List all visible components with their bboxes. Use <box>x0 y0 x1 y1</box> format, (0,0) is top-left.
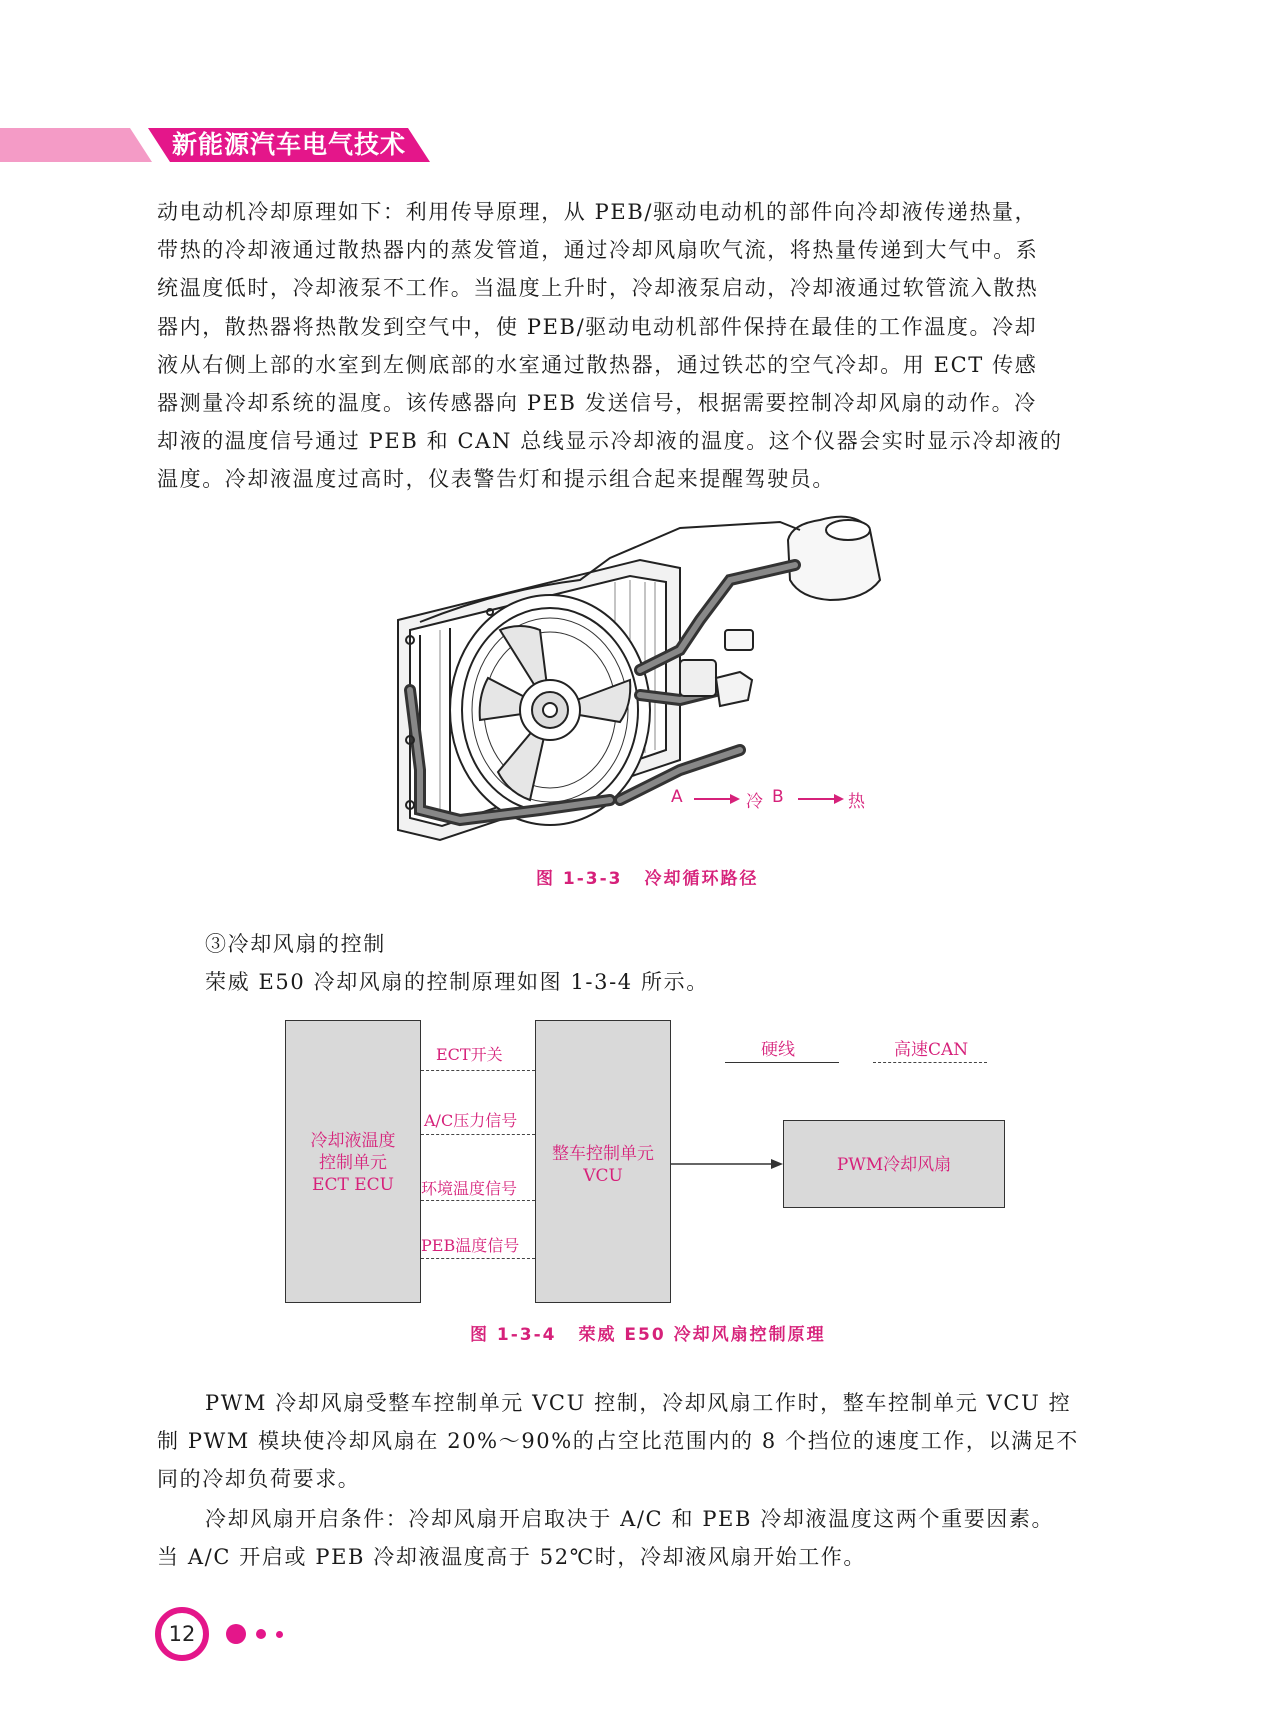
figure-caption-2 <box>470 1320 826 1345</box>
text-line: 当 A/C 开启或 PEB 冷却液温度高于 52℃时，冷却液风扇开始工作。 <box>157 1545 866 1570</box>
section-fan-control <box>157 925 1131 1001</box>
caption-text: 冷却循环路径 <box>644 869 759 889</box>
signal-ac-pressure: A/C压力信号 <box>424 1111 518 1130</box>
section-intro: 荣威 E50 冷却风扇的控制原理如图 1-3-4 所示。 <box>205 970 709 995</box>
text-line: 器测量冷却系统的温度。该传感器向 PEB 发送信号，根据需要控制冷却风扇的动作。冷 <box>157 391 1037 416</box>
text-line: 同的冷却负荷要求。 <box>157 1467 361 1492</box>
book-title: 新能源汽车电气技术 <box>172 130 407 159</box>
caption-number: 图 1-3-4 <box>470 1325 557 1345</box>
text-line: 动电动机冷却原理如下：利用传导原理，从 PEB/驱动电动机的部件向冷却液传递热量， <box>157 200 1038 224</box>
caption-text: 荣威 E50 冷却风扇控制原理 <box>578 1325 826 1345</box>
page-dot-large <box>226 1624 246 1644</box>
text-line: 温度。冷却液温度过高时，仪表警告灯和提示组合起来提醒驾驶员。 <box>157 467 835 492</box>
text-line: 冷却风扇开启条件：冷却风扇开启取决于 A/C 和 PEB 冷却液温度这两个重要因素。 <box>205 1507 1055 1531</box>
text-line: 制 PWM 模块使冷却风扇在 20%～90%的占空比范围内的 8 个挡位的速度工作，以满足不 <box>157 1429 1079 1454</box>
page-dot-medium <box>256 1629 266 1639</box>
paragraph-fan-conditions <box>157 1500 1131 1576</box>
can-line <box>421 1200 535 1201</box>
legend-hardwire: 硬线 <box>761 1040 795 1060</box>
vcu-line: VCU <box>583 1166 623 1186</box>
signal-ambient-temp: 环境温度信号 <box>421 1179 518 1198</box>
ect-line: 控制单元 <box>319 1153 387 1173</box>
can-line <box>421 1134 535 1135</box>
page-dot-small <box>276 1631 283 1638</box>
caption-number: 图 1-3-3 <box>536 869 623 889</box>
text-line: PWM 冷却风扇受整车控制单元 VCU 控制，冷却风扇工作时，整车控制单元 VCU 控 <box>205 1391 1072 1415</box>
vcu-line: 整车控制单元 <box>552 1144 654 1164</box>
flow-label-hot: 热 <box>848 792 865 812</box>
legend-can-line <box>873 1062 987 1063</box>
paragraph-cooling-principle <box>157 193 1131 499</box>
section-heading: ③冷却风扇的控制 <box>205 932 386 956</box>
flow-label-b: B <box>772 787 784 807</box>
text-line: 带热的冷却液通过散热器内的蒸发管道，通过冷却风扇吹气流，将热量传递到大气中。系 <box>157 238 1039 263</box>
figure-caption-1 <box>536 864 759 889</box>
ect-line: ECT ECU <box>312 1175 394 1195</box>
signal-ect-switch: ECT开关 <box>436 1045 503 1064</box>
signal-peb-temp: PEB温度信号 <box>421 1236 520 1255</box>
ect-line: 冷却液温度 <box>310 1131 396 1151</box>
legend-hardwire-line <box>725 1062 839 1063</box>
text-line: 统温度低时，冷却液泵不工作。当温度上升时，冷却液泵启动，冷却液通过软管流入散热 <box>157 276 1039 301</box>
legend-can: 高速CAN <box>894 1040 969 1060</box>
paragraph-pwm-control <box>157 1384 1131 1499</box>
ect-ecu-label <box>285 1130 421 1196</box>
text-line: 液从右侧上部的水室到左侧底部的水室通过散热器，通过铁芯的空气冷却。用 ECT 传感 <box>157 352 1038 377</box>
flow-label-a: A <box>671 787 683 807</box>
text-line: 器内，散热器将热散发到空气中，使 PEB/驱动电动机部件保持在最佳的工作温度。冷却 <box>157 314 1038 339</box>
flow-label-cold: 冷 <box>746 792 763 812</box>
page-number: 12 <box>155 1607 209 1661</box>
text-line: 却液的温度信号通过 PEB 和 CAN 总线显示冷却液的温度。这个仪器会实时显示冷却液的 <box>157 429 1063 454</box>
vcu-to-fan-arrow <box>671 1156 784 1172</box>
can-line <box>421 1258 535 1259</box>
can-line <box>421 1070 535 1071</box>
pwm-fan-label: PWM冷却风扇 <box>836 1155 952 1175</box>
vcu-label <box>535 1143 671 1187</box>
